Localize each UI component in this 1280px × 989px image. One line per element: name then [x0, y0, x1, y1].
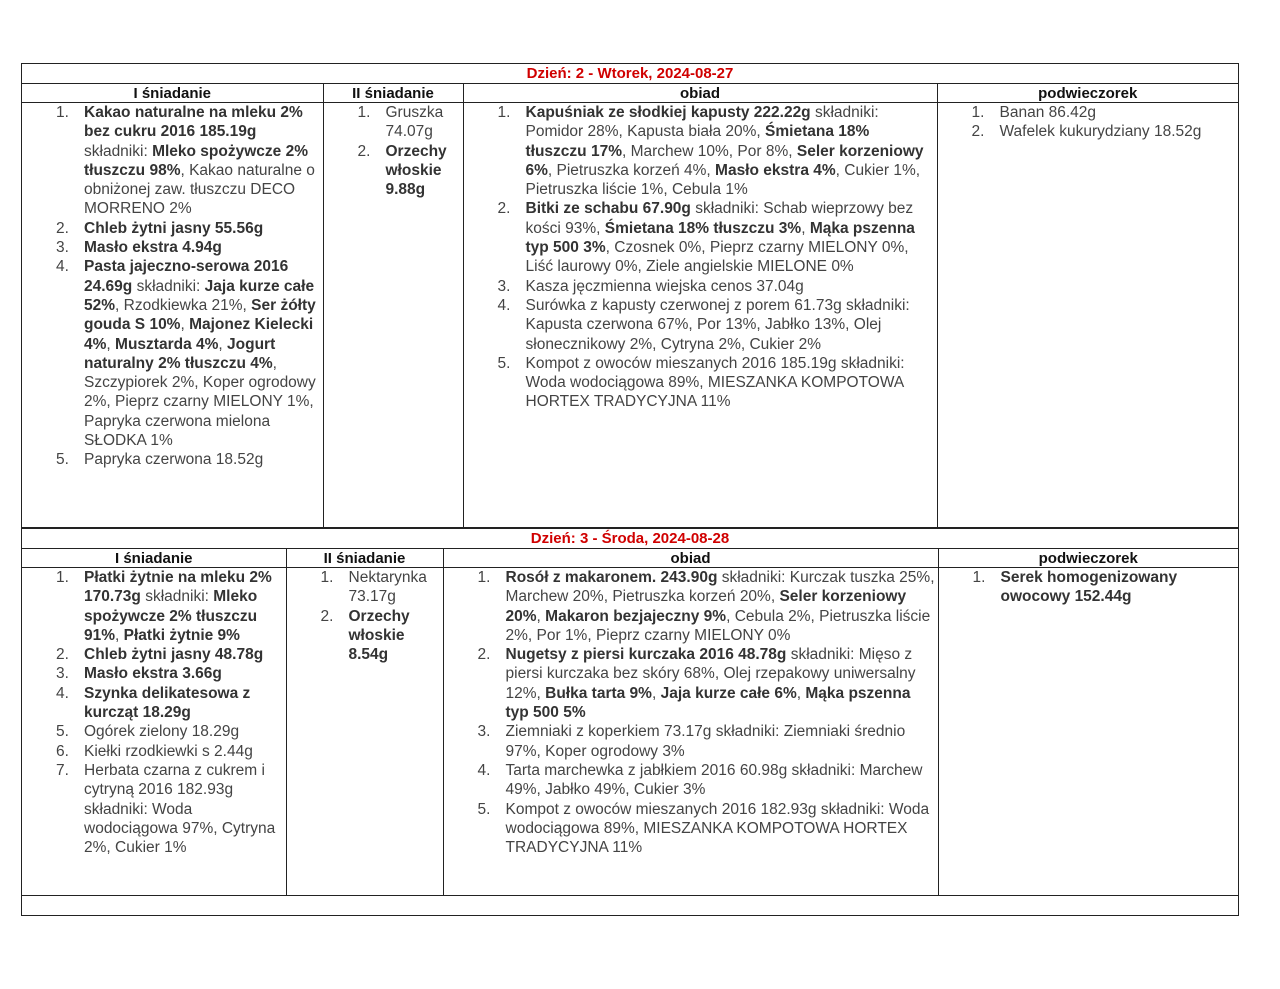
- dish-text: składniki: Kurczak tuszka 25%, Marchew 20%, Pietruszka korzeń 20%,: [505, 569, 935, 606]
- dish-text: ,: [115, 626, 124, 644]
- meal-cell: [938, 568, 1238, 896]
- menu-frame: [21, 63, 1239, 916]
- dish-item: [324, 103, 463, 142]
- dish-text-bold: Jaja kurze całe 6%: [660, 684, 797, 702]
- dish-item: [464, 354, 937, 412]
- dish-list: [444, 568, 938, 857]
- dish-item: [22, 742, 286, 761]
- meal-table: [22, 84, 1238, 527]
- dish-item: [22, 761, 286, 857]
- dish-text-bold: Bitki ze schabu 67.90g: [525, 200, 691, 218]
- dish-text: składniki:: [84, 142, 153, 160]
- dish-text-bold: Seler korzeniowy 20%: [505, 588, 907, 625]
- dish-text-bold: Szynka delikatesowa z kurcząt 18.29g: [84, 684, 251, 722]
- dish-text-bold: Mleko spożywcze 2% tłuszczu 91%: [84, 588, 258, 644]
- dish-text: Tarta marchewka z jabłkiem 2016 60.98g składniki: Marchew 49%, Jabłko 49%, Cukier 3%: [505, 761, 923, 799]
- dish-text: ,: [218, 335, 228, 353]
- dish-text: , Marchew 10%, Por 8%,: [621, 142, 797, 160]
- dish-text: Kompot z owoców mieszanych 2016 182.93g składniki: Woda wodociągowa 89%, MIESZANKA KOMPOTOWA HORTEX TRADYCYJNA 11%: [505, 800, 930, 857]
- dish-text: Ziemniaki z koperkiem 73.17g składniki: Ziemniaki średnio 97%, Koper ogrodowy 3%: [505, 723, 906, 760]
- dish-list: [939, 568, 1239, 607]
- dish-item: [444, 800, 938, 858]
- dish-text-bold: Majonez Kielecki 4%: [84, 316, 314, 353]
- meal-header: II śniadanie: [286, 549, 443, 568]
- dish-text: Gruszka 74.07g: [385, 104, 444, 141]
- dish-number: 5.: [477, 800, 491, 818]
- dish-text-bold: Nugetsy z piersi kurczaka 2016 48.78g: [505, 646, 787, 664]
- meal-cell: [22, 103, 323, 528]
- dish-text: ,: [180, 316, 190, 334]
- dish-item: [938, 103, 1239, 122]
- dish-text-bold: Orzechy włoskie 9.88g: [385, 142, 447, 199]
- dish-text-bold: Serek homogenizowany owocowy 152.44g: [1000, 569, 1178, 606]
- dish-item: [939, 568, 1239, 607]
- dish-number: 1.: [972, 569, 986, 586]
- dish-item: [22, 568, 286, 645]
- meal-table: [22, 549, 1238, 896]
- meal-cell: [463, 103, 937, 528]
- dish-text: składniki:: [132, 277, 205, 295]
- dish-text: Nektarynka 73.17g: [348, 569, 427, 606]
- dish-text-bold: Kapuśniak ze słodkiej kapusty 222.22g: [525, 104, 811, 121]
- dish-item: [22, 219, 323, 238]
- dish-text: , Cebula 2%, Pietruszka liście 2%, Por 1%, Pieprz czarny MIELONY 0%: [505, 607, 931, 644]
- dish-number: 2.: [477, 646, 491, 664]
- dish-text-bold: Masło ekstra 4.94g: [84, 239, 222, 257]
- dish-item: [444, 761, 938, 800]
- dish-number: 1.: [56, 569, 69, 586]
- dish-number: 6.: [56, 742, 69, 760]
- dish-number: 4.: [477, 761, 491, 779]
- dish-text-bold: Pasta jajeczno-serowa 2016 24.69g: [84, 258, 289, 295]
- meal-header: obiad: [463, 84, 937, 103]
- dish-text-bold: Chleb żytni jasny 55.56g: [84, 219, 264, 237]
- meal-cell: [22, 568, 286, 896]
- dish-number: 2.: [56, 219, 69, 237]
- dish-item: [464, 103, 937, 199]
- dish-number: 7.: [56, 761, 69, 779]
- dish-item: [22, 684, 286, 723]
- dish-text: składniki: Mięso z piersi kurczaka bez skóry 68%, Olej rzepakowy uniwersalny 12%,: [505, 646, 916, 702]
- dish-text: Herbata czarna z cukrem i cytryną 2016 182.93g składniki: Woda wodociągowa 97%, Cytryna 2%, Cukier 1%: [84, 761, 276, 857]
- dish-number: 1.: [497, 104, 511, 121]
- dish-number: 5.: [56, 451, 69, 469]
- meal-header: podwieczorek: [938, 549, 1238, 568]
- dish-item: [464, 277, 937, 296]
- dish-item: [444, 568, 938, 645]
- dish-text-bold: Musztarda 4%: [115, 335, 219, 353]
- dish-item: [464, 199, 937, 276]
- meal-cell: [443, 568, 938, 896]
- day-section: [22, 529, 1238, 896]
- dish-number: 1.: [477, 569, 491, 586]
- dish-text-bold: Bułka tarta 9%: [545, 684, 652, 702]
- dish-item: [22, 722, 286, 741]
- dish-item: [22, 450, 323, 469]
- dish-text: Kiełki rzodkiewki s 2.44g: [84, 742, 253, 760]
- dish-text: Wafelek kukurydziany 18.52g: [999, 123, 1202, 141]
- day-title: Dzień: 2 - Wtorek, 2024-08-27: [22, 64, 1238, 84]
- dish-text-bold: Rosół z makaronem. 243.90g: [505, 569, 718, 586]
- dish-number: 4.: [497, 296, 511, 314]
- dish-list: [324, 103, 463, 199]
- dish-number: 1.: [320, 569, 334, 586]
- dish-item: [444, 645, 938, 722]
- dish-text-bold: Mąka pszenna typ 500 5%: [505, 684, 911, 722]
- dish-number: 1.: [357, 104, 371, 121]
- dish-item: [324, 142, 463, 200]
- dish-text: Papryka czerwona 18.52g: [84, 451, 264, 469]
- dish-text-bold: Płatki żytnie 9%: [123, 626, 240, 644]
- meal-header: I śniadanie: [22, 549, 286, 568]
- dish-text-bold: Mleko spożywcze 2% tłuszczu 98%: [84, 142, 308, 179]
- dish-number: 2.: [56, 646, 69, 664]
- dish-text: składniki: Pomidor 28%, Kapusta biała 20%,: [525, 104, 879, 141]
- dish-item: [22, 257, 323, 450]
- dish-text-bold: Śmietana 18% tłuszczu 17%: [525, 123, 870, 160]
- dish-list: [22, 568, 286, 857]
- dish-number: 4.: [56, 684, 69, 702]
- meal-cell: [323, 103, 463, 528]
- meal-header: podwieczorek: [937, 84, 1238, 103]
- dish-text: ,: [536, 607, 546, 625]
- dish-number: 5.: [497, 354, 511, 372]
- dish-text: Kompot z owoców mieszanych 2016 185.19g składniki: Woda wodociągowa 89%, MIESZANKA KOMPOTOWA HORTEX TRADYCYJNA 11%: [525, 354, 905, 411]
- dish-item: [287, 568, 443, 607]
- meal-header: II śniadanie: [323, 84, 463, 103]
- dish-text: Kasza jęczmienna wiejska cenos 37.04g: [525, 277, 804, 295]
- dish-item: [444, 722, 938, 761]
- dish-number: 2.: [497, 200, 511, 218]
- dish-text: , Kakao naturalne o obniżonej zaw. tłuszczu DECO MORRENO 2%: [84, 161, 315, 218]
- dish-text-bold: Płatki żytnie na mleku 2% 170.73g: [84, 569, 272, 606]
- dish-number: 5.: [56, 723, 69, 741]
- dish-number: 2.: [971, 123, 985, 141]
- dish-text-bold: Śmietana 18% tłuszczu 3%: [604, 219, 802, 237]
- day-title: Dzień: 3 - Środa, 2024-08-28: [22, 529, 1238, 549]
- dish-number: 2.: [357, 142, 371, 160]
- dish-text-bold: Mąka pszenna typ 500 3%: [525, 219, 915, 257]
- dish-text: Surówka z kapusty czerwonej z porem 61.73g składniki: Kapusta czerwona 67%, Por 13%, Jabłko 13%, Olej słonecznikowy 2%, Cytryna 2%, Cukier 2%: [525, 296, 910, 353]
- dish-text: ,: [651, 684, 661, 702]
- dish-item: [287, 607, 443, 665]
- dish-number: 1.: [56, 104, 69, 121]
- dish-list: [464, 103, 937, 412]
- meal-header: obiad: [443, 549, 938, 568]
- dish-text-bold: Chleb żytni jasny 48.78g: [84, 646, 264, 664]
- dish-number: 1.: [971, 104, 985, 121]
- dish-text: składniki:: [140, 588, 214, 606]
- dish-number: 2.: [320, 607, 334, 625]
- dish-text: ,: [796, 684, 806, 702]
- dish-text-bold: Kakao naturalne na mleku 2% bez cukru 2016 185.19g: [84, 104, 303, 141]
- dish-text-bold: Ser żółty gouda S 10%: [84, 296, 316, 334]
- dish-list: [938, 103, 1239, 142]
- dish-text: ,: [106, 335, 116, 353]
- meal-header: I śniadanie: [22, 84, 323, 103]
- dish-item: [22, 664, 286, 683]
- dish-text-bold: Seler korzeniowy 6%: [525, 142, 924, 179]
- dish-text: , Rzodkiewka 21%,: [115, 296, 252, 314]
- dish-list: [22, 103, 323, 470]
- dish-item: [22, 103, 323, 219]
- dish-text: Ogórek zielony 18.29g: [84, 723, 240, 741]
- meal-cell: [286, 568, 443, 896]
- dish-text: , Szczypiorek 2%, Koper ogrodowy 2%, Pieprz czarny MIELONY 1%, Papryka czerwona mielona SŁODKA 1%: [84, 354, 316, 450]
- meal-cell: [937, 103, 1238, 528]
- dish-text: składniki: Schab wieprzowy bez kości 93%,: [525, 200, 914, 237]
- dish-text: , Cukier 1%, Pietruszka liście 1%, Cebula 1%: [525, 161, 921, 199]
- dish-text-bold: Jaja kurze całe 52%: [84, 277, 315, 314]
- dish-text-bold: Masło ekstra 4%: [715, 161, 836, 179]
- dish-number: 4.: [56, 258, 69, 276]
- dish-text: ,: [801, 219, 810, 237]
- dish-item: [22, 645, 286, 664]
- dish-text-bold: Makaron bezjajeczny 9%: [545, 607, 727, 625]
- dish-list: [287, 568, 443, 664]
- dish-text-bold: Jogurt naturalny 2% tłuszczu 4%: [84, 335, 276, 372]
- dish-text-bold: Masło ekstra 3.66g: [84, 665, 222, 683]
- dish-text: , Czosnek 0%, Pieprz czarny MIELONY 0%, Liść laurowy 0%, Ziele angielskie MIELONE 0%: [525, 239, 909, 276]
- dish-item: [938, 122, 1239, 141]
- dish-text-bold: Orzechy włoskie 8.54g: [348, 607, 410, 664]
- dish-number: 3.: [56, 665, 69, 683]
- dish-item: [464, 296, 937, 354]
- dish-number: 3.: [497, 277, 511, 295]
- dish-item: [22, 238, 323, 257]
- dish-number: 3.: [56, 239, 69, 257]
- dish-text: , Pietruszka korzeń 4%,: [547, 161, 716, 179]
- day-section: [22, 64, 1238, 529]
- dish-text: Banan 86.42g: [999, 104, 1097, 121]
- dish-number: 3.: [477, 723, 491, 741]
